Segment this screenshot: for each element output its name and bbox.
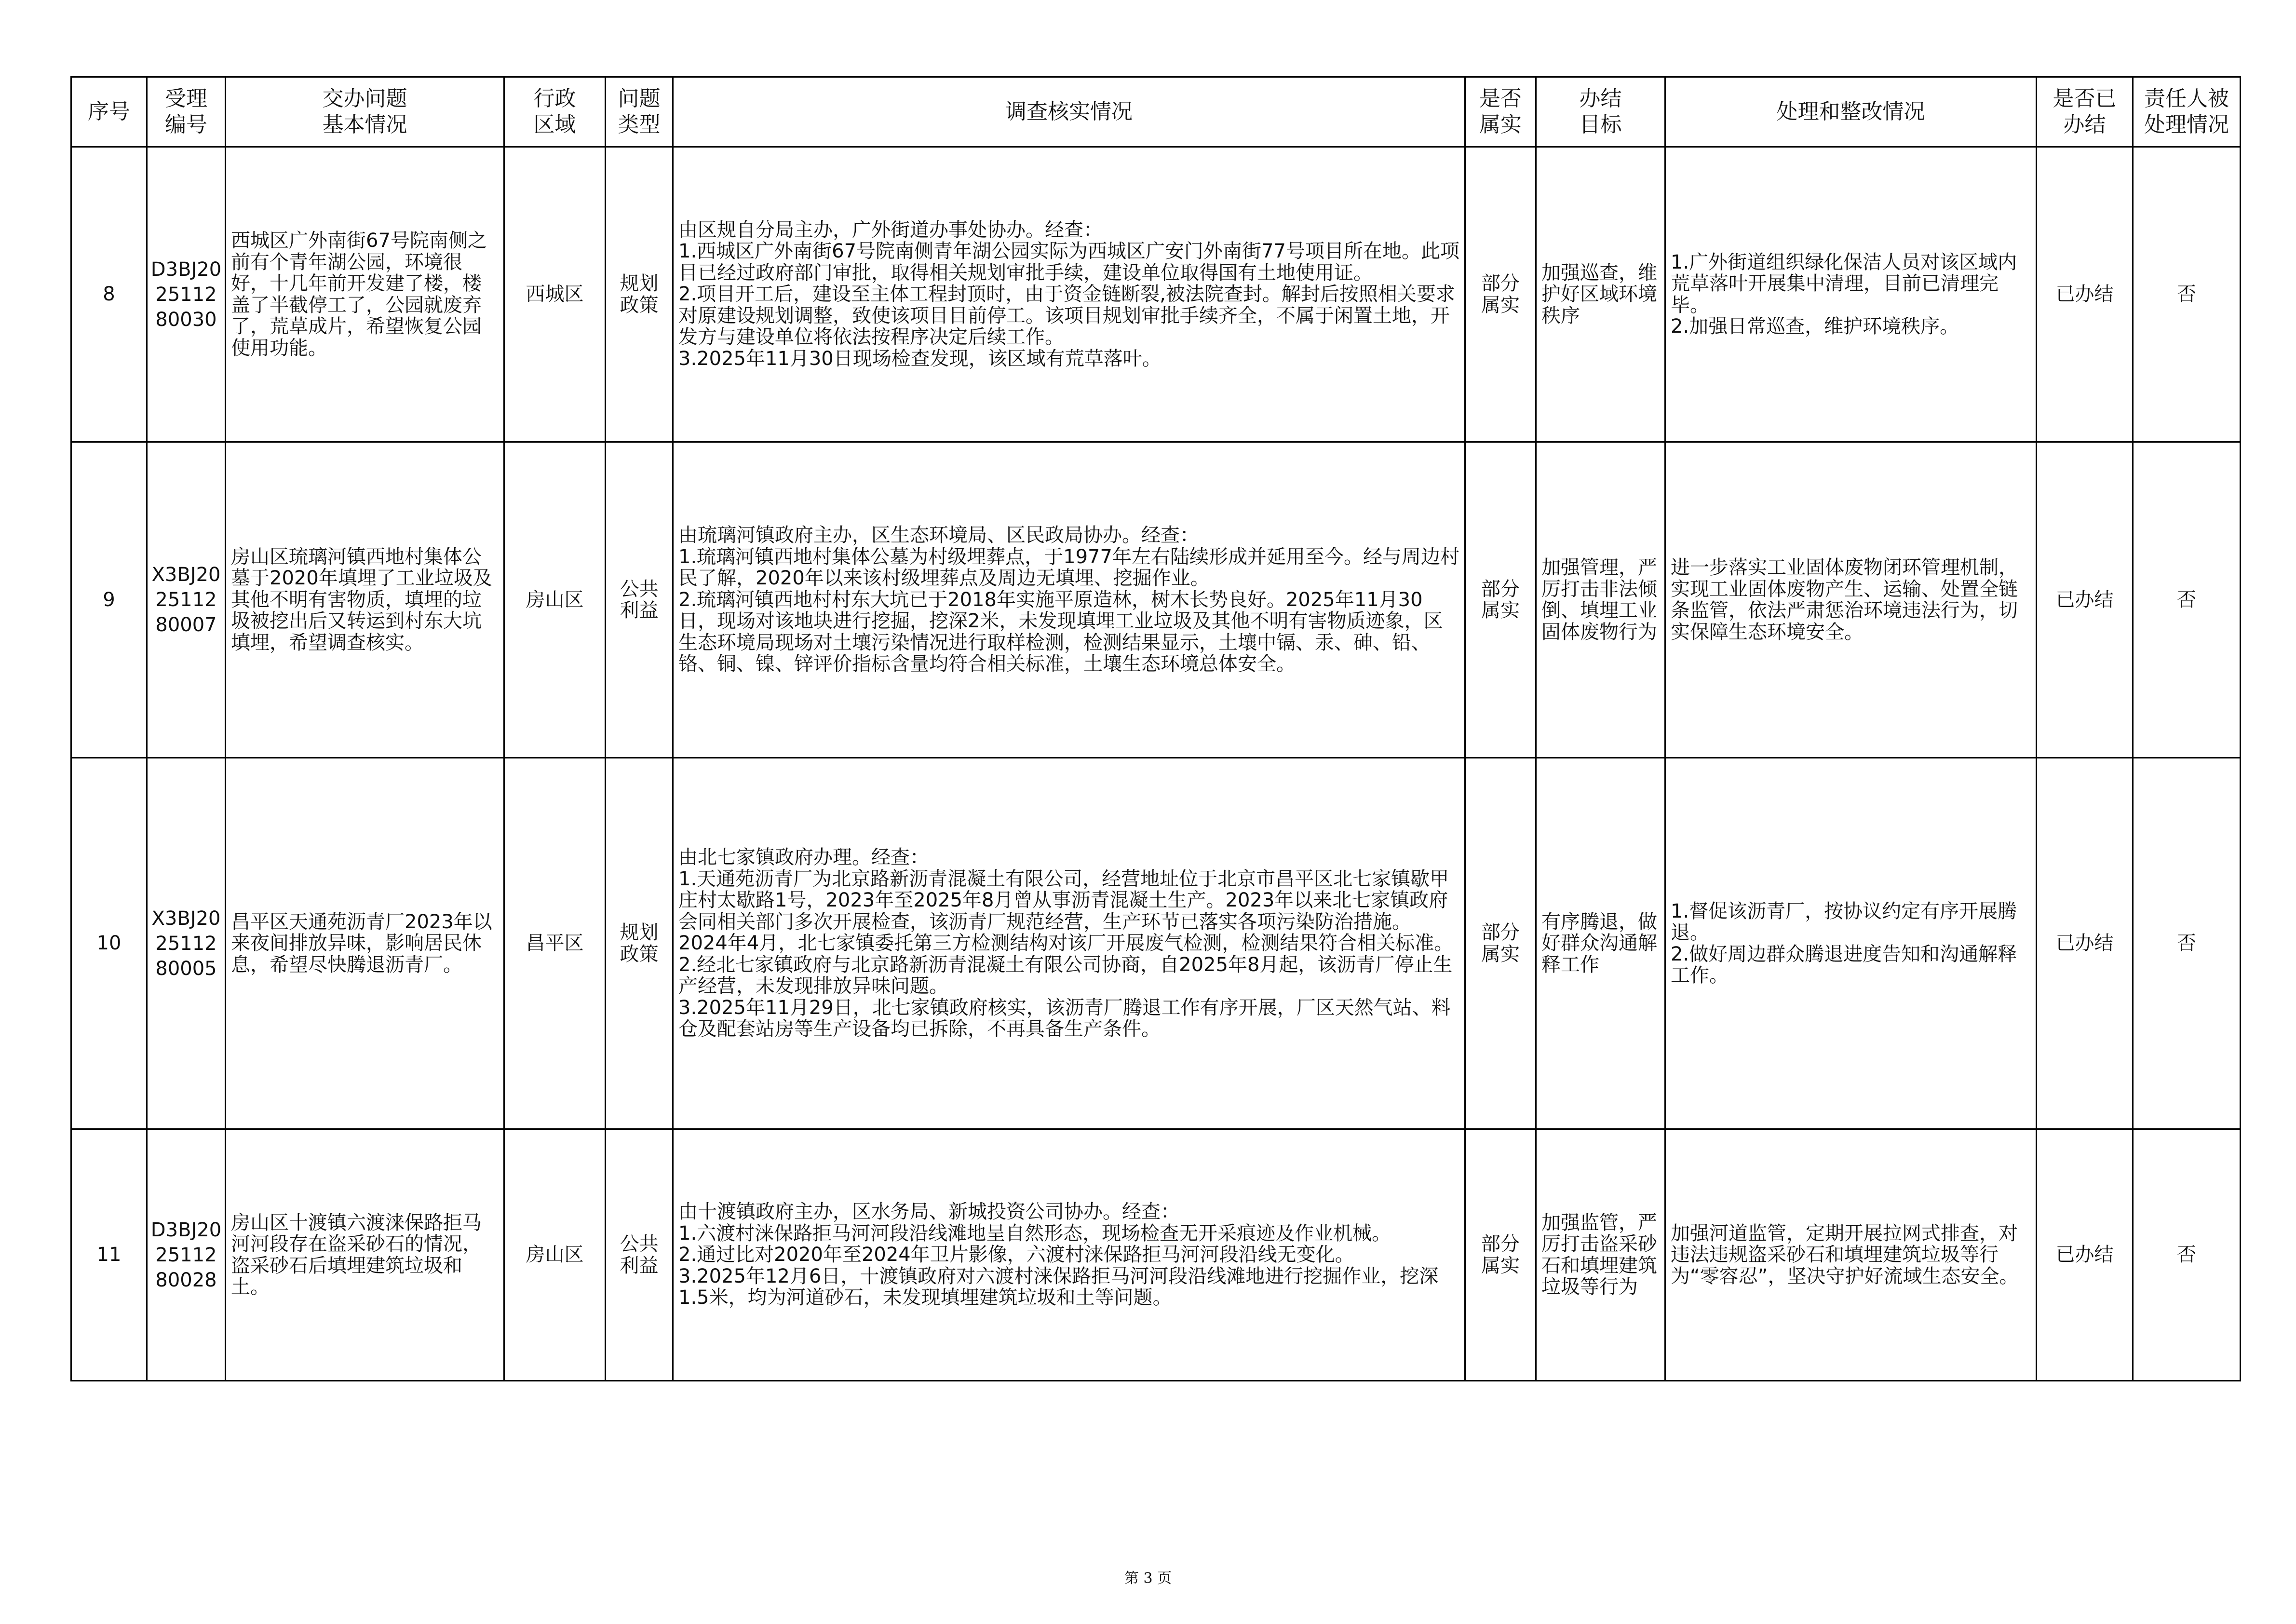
col-header-code: 受理 编号: [147, 77, 226, 147]
cell-code: D3BJ20 25112 80030: [147, 147, 226, 442]
cell-accountability: 否: [2133, 147, 2241, 442]
cell-handling: 加强河道监管，定期开展拉网式排查，对违法违规盗采砂石和填埋建筑垃圾等行为“零容忍”，坚决守护好流域生态安全。: [1665, 1129, 2037, 1381]
cell-type: 规划 政策: [606, 147, 673, 442]
cell-district: 房山区: [504, 442, 606, 758]
cell-district: 昌平区: [504, 758, 606, 1129]
cell-type: 公共 利益: [606, 442, 673, 758]
cell-code: X3BJ20 25112 80005: [147, 758, 226, 1129]
cell-accountability: 否: [2133, 758, 2241, 1129]
cell-code: D3BJ20 25112 80028: [147, 1129, 226, 1381]
table-row: [71, 147, 2241, 442]
cell-verified: 部分 属实: [1465, 442, 1536, 758]
header-row: [71, 77, 2241, 147]
col-header-type: 问题 类型: [606, 77, 673, 147]
cell-seq: 8: [71, 147, 147, 442]
cell-investigation: 由区规自分局主办，广外街道办事处协办。经查： 1.西城区广外南街67号院南侧青年湖公园实际为西城区广安门外南街77号项目所在地。此项目已经过政府部门审批，取得相关规划审批手续，建设单位取得国有土地使用证。 2.项目开工后，建设至主体工程封顶时，由于资金链断裂,被法院查封。解封后按照相关要求对原建设规划调整，致使该项目目前停工。该项目规划审批手续齐全，不属于闲置土地，开发方与建设单位将依法按程序决定后续工作。 3.2025年11月30日现场检查发现，该区域有荒草落叶。: [673, 147, 1465, 442]
col-header-district: 行政 区域: [504, 77, 606, 147]
cell-verified: 部分 属实: [1465, 1129, 1536, 1381]
cell-issue: 房山区十渡镇六渡涞保路拒马河河段存在盗采砂石的情况，盗采砂石后填埋建筑垃圾和土。: [226, 1129, 504, 1381]
cell-closed: 已办结: [2037, 758, 2133, 1129]
cell-code: X3BJ20 25112 80007: [147, 442, 226, 758]
table-row: [71, 1129, 2241, 1381]
cell-goal: 加强巡查，维护好区域环境秩序: [1536, 147, 1665, 442]
cell-accountability: 否: [2133, 1129, 2241, 1381]
col-header-goal: 办结 目标: [1536, 77, 1665, 147]
col-header-investigation: 调查核实情况: [673, 77, 1465, 147]
cell-district: 西城区: [504, 147, 606, 442]
cell-verified: 部分 属实: [1465, 758, 1536, 1129]
col-header-verified: 是否 属实: [1465, 77, 1536, 147]
table-row: [71, 442, 2241, 758]
cell-seq: 11: [71, 1129, 147, 1381]
cell-issue: 房山区琉璃河镇西地村集体公墓于2020年填埋了工业垃圾及其他不明有害物质，填埋的垃圾被挖出后又转运到村东大坑填埋，希望调查核实。: [226, 442, 504, 758]
cell-district: 房山区: [504, 1129, 606, 1381]
table-row: [71, 758, 2241, 1129]
cell-goal: 加强监管，严厉打击盗采砂石和填埋建筑垃圾等行为: [1536, 1129, 1665, 1381]
cell-type: 公共 利益: [606, 1129, 673, 1381]
cell-handling: 1.督促该沥青厂，按协议约定有序开展腾退。 2.做好周边群众腾退进度告知和沟通解释工作。: [1665, 758, 2037, 1129]
cell-seq: 10: [71, 758, 147, 1129]
cell-type: 规划 政策: [606, 758, 673, 1129]
cell-closed: 已办结: [2037, 442, 2133, 758]
complaint-table: [70, 76, 2241, 1381]
cell-closed: 已办结: [2037, 1129, 2133, 1381]
cell-investigation: 由十渡镇政府主办，区水务局、新城投资公司协办。经查： 1.六渡村涞保路拒马河河段沿线滩地呈自然形态，现场检查无开采痕迹及作业机械。 2.通过比对2020年至2024年卫片影像，六渡村涞保路拒马河河段沿线无变化。 3.2025年12月6日，十渡镇政府对六渡村涞保路拒马河河段沿线滩地进行挖掘作业，挖深1.5米，均为河道砂石，未发现填埋建筑垃圾和土等问题。: [673, 1129, 1465, 1381]
cell-issue: 昌平区天通苑沥青厂2023年以来夜间排放异味，影响居民休息，希望尽快腾退沥青厂。: [226, 758, 504, 1129]
col-header-handling: 处理和整改情况: [1665, 77, 2037, 147]
col-header-accountability: 责任人被 处理情况: [2133, 77, 2241, 147]
cell-investigation: 由北七家镇政府办理。经查： 1.天通苑沥青厂为北京路新沥青混凝土有限公司，经营地址位于北京市昌平区北七家镇歇甲庄村太歇路1号，2023年至2025年8月曾从事沥青混凝土生产。2023年以来北七家镇政府会同相关部门多次开展检查，该沥青厂规范经营，生产环节已落实各项污染防治措施。2024年4月，北七家镇委托第三方检测结构对该厂开展废气检测，检测结果符合相关标准。 2.经北七家镇政府与北京路新沥青混凝土有限公司协商，自2025年8月起，该沥青厂停止生产经营，未发现排放异味问题。 3.2025年11月29日，北七家镇政府核实，该沥青厂腾退工作有序开展，厂区天然气站、料仓及配套站房等生产设备均已拆除，不再具备生产条件。: [673, 758, 1465, 1129]
cell-handling: 进一步落实工业固体废物闭环管理机制，实现工业固体废物产生、运输、处置全链条监管，依法严肃惩治环境违法行为，切实保障生态环境安全。: [1665, 442, 2037, 758]
cell-handling: 1.广外街道组织绿化保洁人员对该区域内荒草落叶开展集中清理，目前已清理完毕。 2.加强日常巡查，维护环境秩序。: [1665, 147, 2037, 442]
col-header-seq: 序号: [71, 77, 147, 147]
cell-investigation: 由琉璃河镇政府主办，区生态环境局、区民政局协办。经查： 1.琉璃河镇西地村集体公墓为村级埋葬点，于1977年左右陆续形成并延用至今。经与周边村民了解，2020年以来该村级埋葬点及周边无填埋、挖掘作业。 2.琉璃河镇西地村村东大坑已于2018年实施平原造林，树木长势良好。2025年11月30日，现场对该地块进行挖掘，挖深2米，未发现填埋工业垃圾及其他不明有害物质迹象，区生态环境局现场对土壤污染情况进行取样检测，检测结果显示，土壤中镉、汞、砷、铅、铬、铜、镍、锌评价指标含量均符合相关标准，土壤生态环境总体安全。: [673, 442, 1465, 758]
cell-accountability: 否: [2133, 442, 2241, 758]
cell-seq: 9: [71, 442, 147, 758]
cell-goal: 加强管理，严厉打击非法倾倒、填埋工业固体废物行为: [1536, 442, 1665, 758]
cell-closed: 已办结: [2037, 147, 2133, 442]
cell-verified: 部分 属实: [1465, 147, 1536, 442]
cell-issue: 西城区广外南街67号院南侧之前有个青年湖公园，环境很好，十几年前开发建了楼，楼盖了半截停工了，公园就废弃了，荒草成片，希望恢复公园使用功能。: [226, 147, 504, 442]
cell-goal: 有序腾退，做好群众沟通解释工作: [1536, 758, 1665, 1129]
col-header-closed: 是否已 办结: [2037, 77, 2133, 147]
col-header-issue: 交办问题 基本情况: [226, 77, 504, 147]
page-number: 第 3 页: [1124, 1570, 1172, 1587]
